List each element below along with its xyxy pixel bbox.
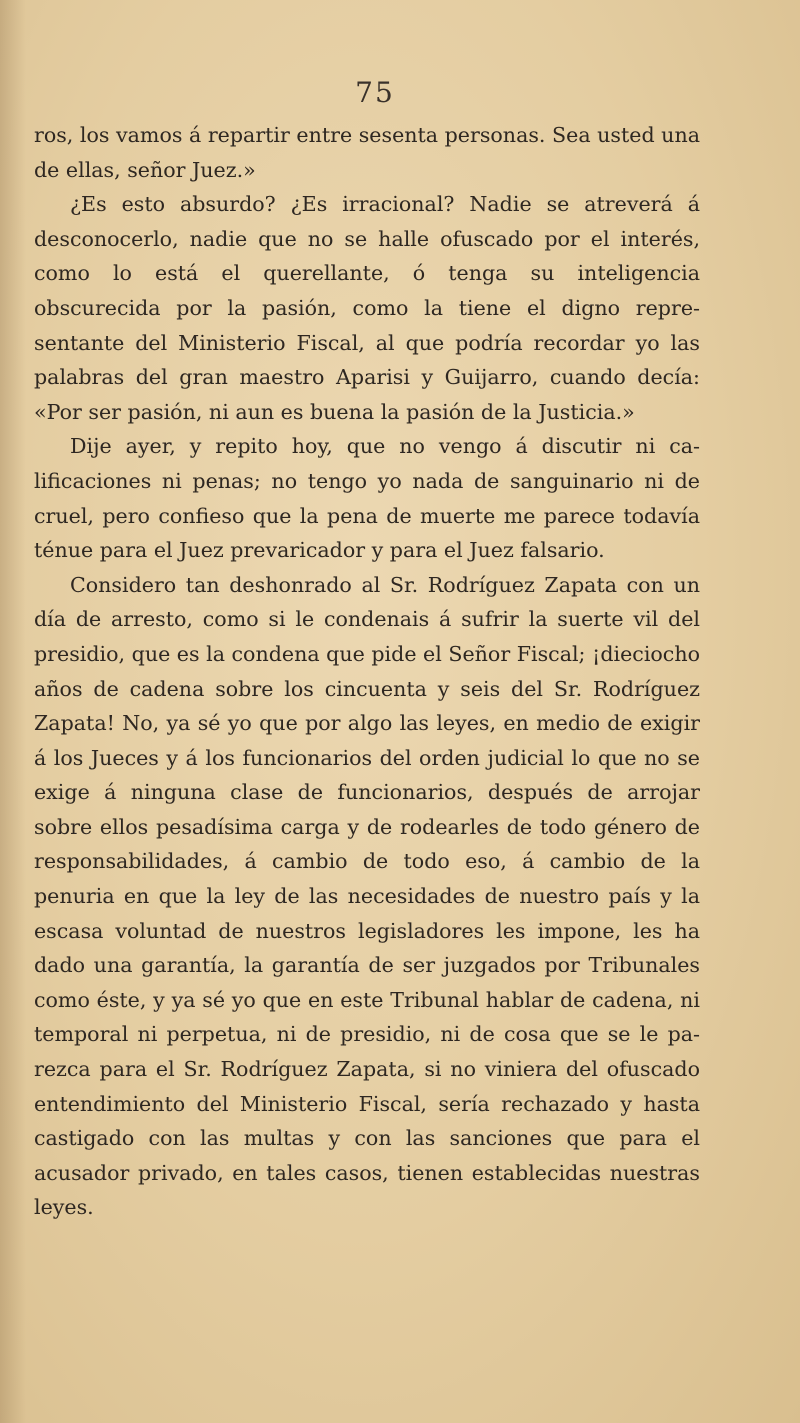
page-number: 75 [355,76,395,109]
paragraph: ros, los vamos á repartir entre sesenta personas. Sea usted una de ellas, señor Juez.» [34,123,700,182]
paragraph: Considero tan deshonrado al Sr. Rodríguez Zapata con un día de arresto, como si le condenais á sufrir la suerte vil del presidio, que es la condena que pide el Señor Fiscal; ¡dieciocho años de cadena sobre los cincuenta y seis del Sr. Rodríguez Zapata! No, ya sé yo que por algo las leyes, en medio de exigir á los Jueces y á los funcionarios del orden judicial lo que no se exige á ninguna clase de funcionarios, después de arrojar sobre ellos pesadísima carga y de rodearles de todo género de responsabilidades, á cambio de todo eso, á cambio de la penuria en que la ley de las necesidades de nuestro país y la escasa voluntad de nuestros legisladores les impone, les ha dado una garantía, la garantía de ser juzgados por Tribunales como éste, y ya sé yo que en este Tribunal hablar de cadena, ni temporal ni perpetua, ni de presidio, ni de cosa que se le parezca para el Sr. Rodríguez Zapata, si no viniera del ofuscado entendimiento del Ministerio Fiscal, sería rechazado y hasta castigado con las multas y con las sanciones que para el acusador privado, en tales casos, tienen establecidas nuestras leyes. [34,572,700,1220]
paragraph: Dije ayer, y repito hoy, que no vengo á discutir ni calificaciones ni penas; no tengo yo nada de sanguinario ni de cruel, pero confieso que la pena de muerte me parece todavía ténue para el Juez prevaricador y para el Juez falsario. [34,434,700,563]
paragraph: ¿Es esto absurdo? ¿Es irracional? Nadie se atreverá á desconocerlo, nadie que no se halle ofuscado por el interés, como lo está el querellante, ó tenga su inteligencia obscurecida por la pasión, como la tiene el digno representante del Ministerio Fiscal, al que podría recordar yo las palabras del gran maestro Aparisi y Guijarro, cuando decía: «Por ser pasión, ni aun es buena la pasión de la Justicia.» [34,192,700,424]
body-text [34,118,700,1225]
page-binding-shadow [0,0,26,1423]
